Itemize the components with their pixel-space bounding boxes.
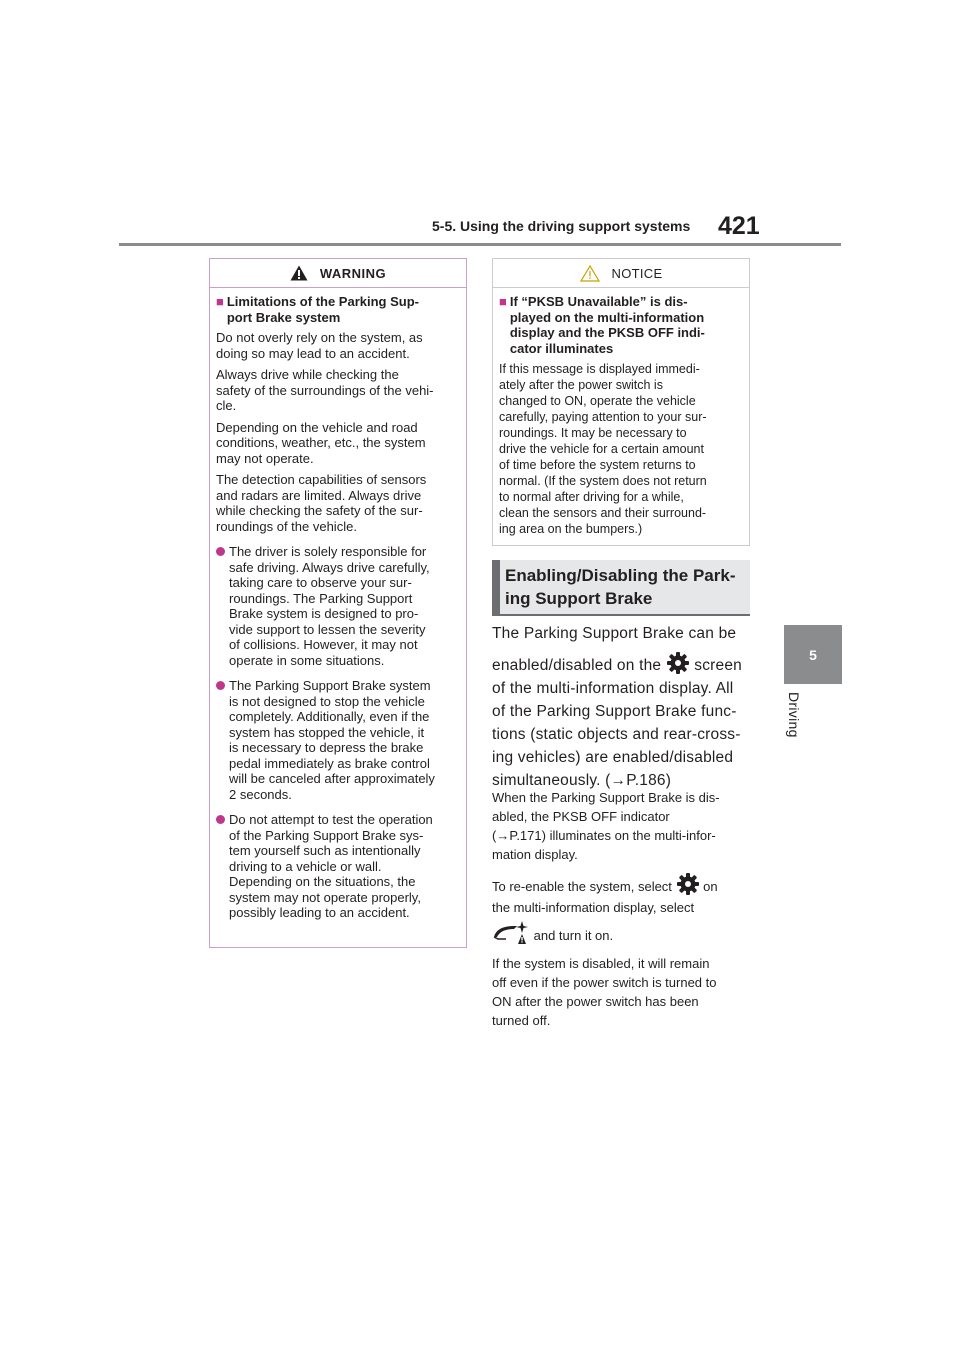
- warning-heading: [216, 294, 460, 325]
- warning-header: [210, 259, 466, 288]
- chapter-number: 5: [809, 646, 817, 663]
- remain-paragraph: If the system is disabled, it will remain off even if the power switch is turned to ON after the power switch has been turned off.: [492, 956, 717, 1028]
- chapter-tab: [784, 625, 842, 684]
- section-title: 5-5. Using the driving support systems: [432, 218, 691, 234]
- round-bullet-icon: [216, 547, 225, 556]
- vehicle-pksb-icon: [492, 919, 530, 945]
- warning-paragraph: The detection capabilities of sensors and radars are limited. Always drive while checking the safety of the sur- roundings of the vehicle.: [216, 472, 427, 534]
- gear-icon: [666, 651, 690, 675]
- notice-body: If this message is displayed immedi- ately after the power switch is changed to ON, operate the vehicle carefully, paying attention to your sur- roundings. It may be necessary to drive the vehicle for a certain amount of time before the system returns to normal. (If the system does not return to normal after driving for a while, clean the sensors and their surround- ing area on the bumpers.): [499, 362, 707, 536]
- warning-paragraph: Always drive while checking the safety of the surroundings of the vehi- cle.: [216, 367, 434, 413]
- warning-title: WARNING: [319, 265, 387, 281]
- page-number: 421: [718, 212, 760, 240]
- warning-bullet: Do not attempt to test the operation of the Parking Support Brake sys- tem yourself such as intentionally driving to a vehicle or wall. Depending on the situations, the system may not operate properly, possibly leading to an accident.: [216, 812, 460, 921]
- warning-paragraph: Depending on the vehicle and road conditions, weather, etc., the system may not operate.: [216, 419, 426, 466]
- square-bullet-icon: ■: [216, 294, 224, 309]
- header-divider: [119, 243, 841, 246]
- round-bullet-icon: [216, 815, 225, 824]
- warning-heading-line: port Brake system: [226, 309, 341, 325]
- reenable-paragraph: To re-enable the system, select on the multi-information display, select and turn it on.: [492, 872, 754, 948]
- round-bullet-icon: [216, 681, 225, 690]
- notice-title: NOTICE: [611, 265, 663, 281]
- gear-icon: [676, 872, 700, 896]
- notice-heading: ■ If “PKSB Unavailable” is dis- played on the multi-information display and the PKSB OFF indi- cator illuminates: [499, 294, 705, 356]
- chapter-label: Driving: [786, 692, 802, 738]
- warning-bullet: The Parking Support Brake system is not designed to stop the vehicle completely. Additionally, even if the system has stopped the vehicle, it is necessary to depress the brake pedal immediately as brake control will be canceled after approximately 2 seconds.: [216, 678, 460, 802]
- disabled-paragraph: When the Parking Support Brake is dis- abled, the PKSB OFF indicator (→P.171) illuminates on the multi-infor- mation display.: [492, 790, 720, 862]
- warning-box: [209, 258, 467, 948]
- notice-triangle-icon: [580, 265, 600, 282]
- warning-triangle-icon: [290, 265, 308, 281]
- intro-paragraph: The Parking Support Brake can be enabled/disabled on the screen of the multi-information display. All of the Parking Support Brake func- tions (static objects and rear-cross- ing vehicles) are enabled/disabled simultaneously. (→P.186): [492, 625, 742, 789]
- warning-bullet: The driver is solely responsible for safe driving. Always drive carefully, taking care to observe your sur- roundings. The Parking Support Brake system is designed to pro- vide support to lessen the severity of collisions. However, it may not operate in some situations.: [216, 544, 460, 668]
- warning-paragraph: Do not overly rely on the system, as doing so may lead to an accident.: [216, 330, 423, 361]
- notice-header: [493, 259, 749, 288]
- section-heading: Enabling/Disabling the Park- ing Support Brake: [492, 560, 750, 616]
- warning-heading-line: Limitations of the Parking Sup-: [226, 294, 419, 309]
- notice-box: [492, 258, 750, 546]
- square-bullet-icon: ■: [499, 294, 507, 309]
